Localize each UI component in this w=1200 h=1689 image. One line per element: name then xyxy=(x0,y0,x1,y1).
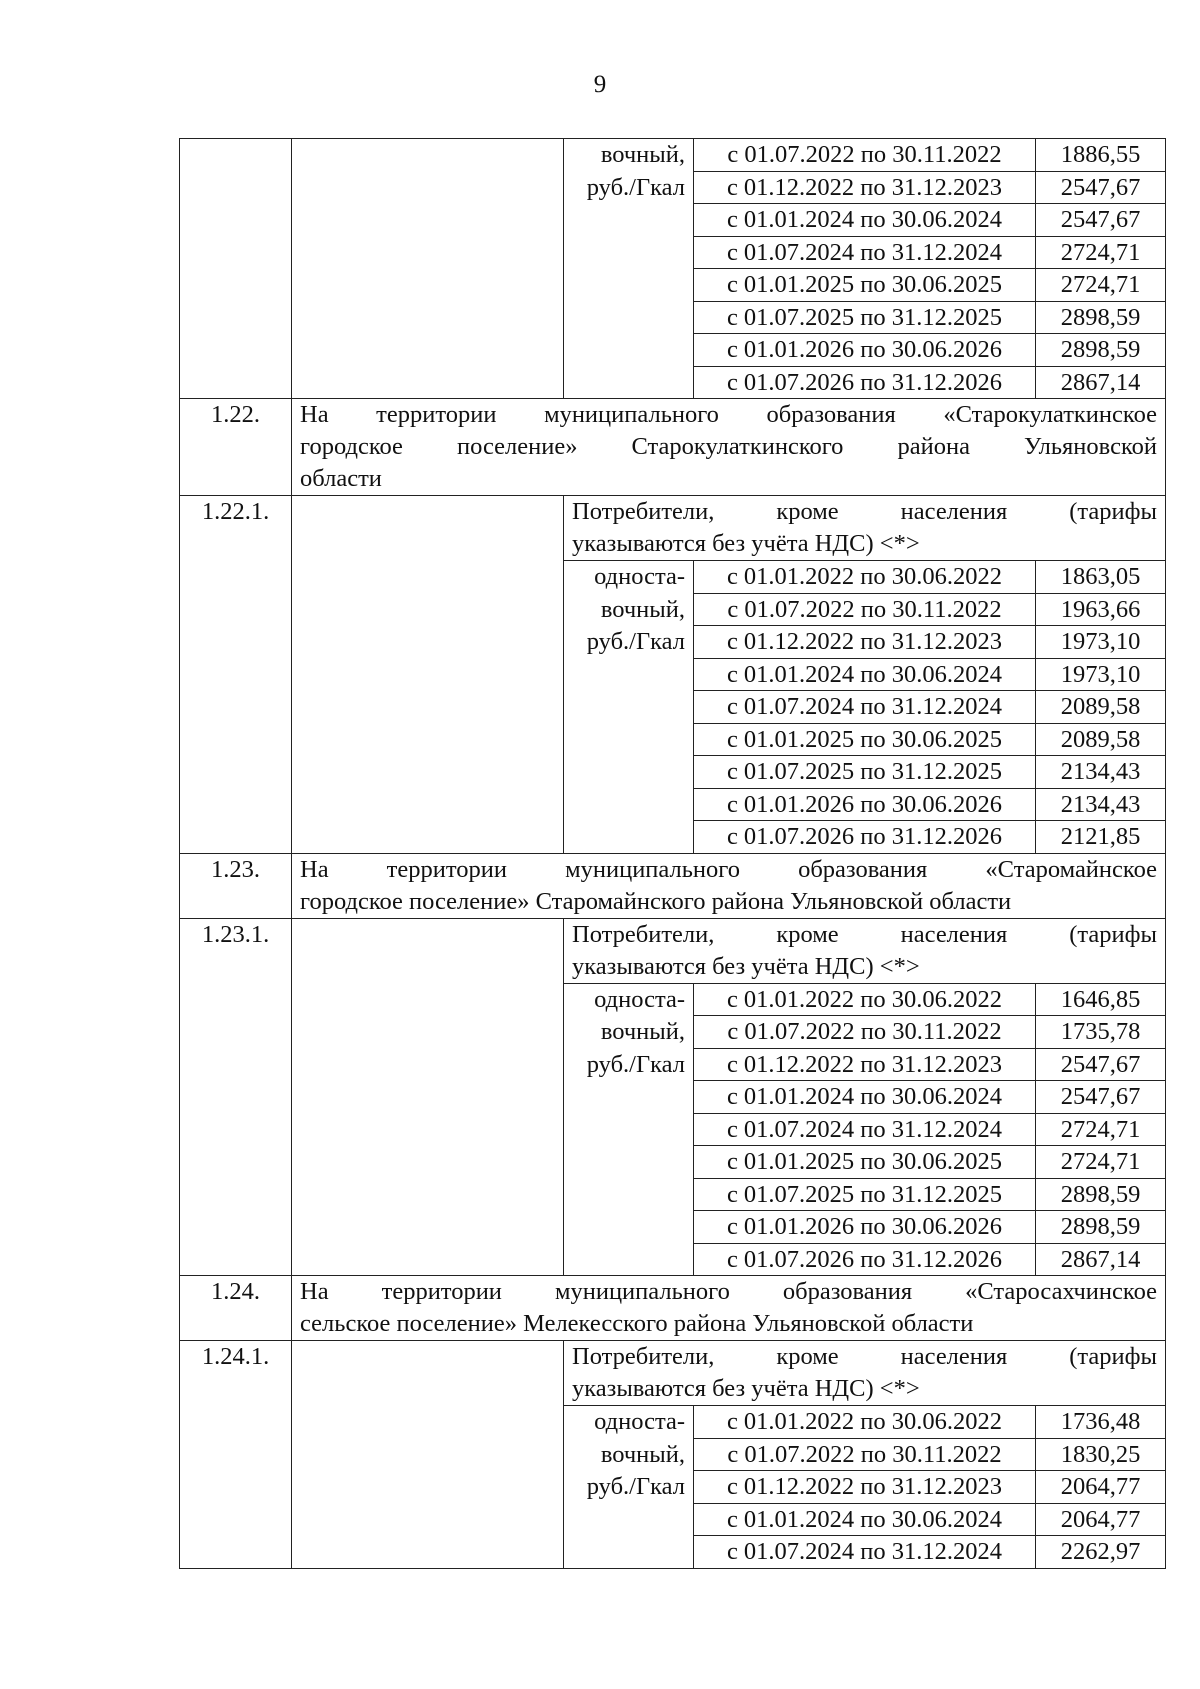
period-cell: с 01.12.2022 по 31.12.2023 xyxy=(694,1471,1036,1504)
tariff-type-cell xyxy=(564,983,694,1276)
tariff-type-line: односта- xyxy=(594,985,685,1013)
period-cell: с 01.01.2026 по 30.06.2026 xyxy=(694,788,1036,821)
period-cell: с 01.01.2025 по 30.06.2025 xyxy=(694,269,1036,302)
period-cell: с 01.01.2024 по 30.06.2024 xyxy=(694,658,1036,691)
consumers-line: указываются без учёта НДС) <*> xyxy=(572,1375,920,1402)
price-cell: 2134,43 xyxy=(1036,756,1166,789)
price-cell: 1973,10 xyxy=(1036,658,1166,691)
price-cell: 1830,25 xyxy=(1036,1438,1166,1471)
price-cell: 2547,67 xyxy=(1036,1048,1166,1081)
price-cell: 1973,10 xyxy=(1036,626,1166,659)
price-cell: 2898,59 xyxy=(1036,1211,1166,1244)
section-header-row xyxy=(180,399,1166,496)
tariff-type-line: односта- xyxy=(594,1408,685,1435)
territory-line: На территории муниципального образования «Старокулаткинское xyxy=(300,401,1157,428)
period-cell: с 01.07.2025 по 31.12.2025 xyxy=(694,756,1036,789)
price-cell: 1886,55 xyxy=(1036,139,1166,172)
period-cell: с 01.07.2026 по 31.12.2026 xyxy=(694,366,1036,399)
price-cell: 1736,48 xyxy=(1036,1406,1166,1439)
territory-line: сельское поселение» Мелекесского района Ульяновской области xyxy=(300,1310,974,1337)
tariff-type-cell xyxy=(564,139,694,399)
period-cell: с 01.01.2024 по 30.06.2024 xyxy=(694,204,1036,237)
period-cell: с 01.01.2022 по 30.06.2022 xyxy=(694,561,1036,594)
subsection-number: 1.24.1. xyxy=(180,1341,292,1569)
period-cell: с 01.01.2025 по 30.06.2025 xyxy=(694,723,1036,756)
price-cell: 1646,85 xyxy=(1036,983,1166,1016)
price-cell: 1863,05 xyxy=(1036,561,1166,594)
row-number-cell xyxy=(180,139,292,399)
blank-cell xyxy=(292,1341,564,1569)
period-cell: с 01.12.2022 по 31.12.2023 xyxy=(694,171,1036,204)
consumers-line: указываются без учёта НДС) <*> xyxy=(572,952,920,980)
tariff-type-cell xyxy=(564,561,694,854)
consumers-line: Потребители, кроме населения (тарифы xyxy=(572,1343,1157,1370)
period-cell: с 01.07.2024 по 31.12.2024 xyxy=(694,691,1036,724)
price-cell: 2724,71 xyxy=(1036,269,1166,302)
price-cell: 2064,77 xyxy=(1036,1503,1166,1536)
consumers-description xyxy=(564,1341,1166,1406)
period-cell: с 01.07.2022 по 30.11.2022 xyxy=(694,1438,1036,1471)
territory-line: На территории муниципального образования «Старомайнское xyxy=(300,855,1157,883)
territory-line: городское поселение» Старомайнского района Ульяновской области xyxy=(300,887,1012,915)
price-cell: 2134,43 xyxy=(1036,788,1166,821)
price-cell: 1963,66 xyxy=(1036,593,1166,626)
tariff-type-line: руб./Гкал xyxy=(586,173,685,201)
territory-description xyxy=(292,1276,1166,1341)
period-cell: с 01.07.2024 по 31.12.2024 xyxy=(694,236,1036,269)
tariff-row xyxy=(180,139,1166,172)
subsection-number: 1.22.1. xyxy=(180,496,292,854)
price-cell: 2064,77 xyxy=(1036,1471,1166,1504)
section-number: 1.22. xyxy=(180,399,292,496)
blank-cell xyxy=(292,496,564,854)
period-cell: с 01.01.2026 по 30.06.2026 xyxy=(694,334,1036,367)
period-cell: с 01.01.2025 по 30.06.2025 xyxy=(694,1146,1036,1179)
price-cell: 2724,71 xyxy=(1036,1146,1166,1179)
price-cell: 2089,58 xyxy=(1036,723,1166,756)
blank-cell xyxy=(292,918,564,1276)
price-cell: 2898,59 xyxy=(1036,334,1166,367)
section-header-row xyxy=(180,1276,1166,1341)
price-cell: 2089,58 xyxy=(1036,691,1166,724)
tariff-type-line: руб./Гкал xyxy=(586,628,685,656)
price-cell: 2724,71 xyxy=(1036,1113,1166,1146)
price-cell: 1735,78 xyxy=(1036,1016,1166,1049)
period-cell: с 01.07.2024 по 31.12.2024 xyxy=(694,1113,1036,1146)
period-cell: с 01.01.2026 по 30.06.2026 xyxy=(694,1211,1036,1244)
tariff-type-line: руб./Гкал xyxy=(586,1050,685,1078)
tariff-type-line: односта- xyxy=(594,563,685,590)
tariff-table-body xyxy=(180,139,1166,1569)
price-cell: 2121,85 xyxy=(1036,821,1166,854)
section-number: 1.23. xyxy=(180,853,292,918)
price-cell: 2867,14 xyxy=(1036,366,1166,399)
period-cell: с 01.07.2022 по 30.11.2022 xyxy=(694,139,1036,172)
price-cell: 2898,59 xyxy=(1036,301,1166,334)
subsection-number: 1.23.1. xyxy=(180,918,292,1276)
period-cell: с 01.07.2024 по 31.12.2024 xyxy=(694,1536,1036,1569)
price-cell: 2898,59 xyxy=(1036,1178,1166,1211)
territory-description xyxy=(292,399,1166,496)
consumers-row xyxy=(180,496,1166,561)
price-cell: 2724,71 xyxy=(1036,236,1166,269)
period-cell: с 01.01.2024 по 30.06.2024 xyxy=(694,1081,1036,1114)
tariff-type-line: руб./Гкал xyxy=(586,1473,685,1501)
period-cell: с 01.01.2024 по 30.06.2024 xyxy=(694,1503,1036,1536)
section-number: 1.24. xyxy=(180,1276,292,1341)
tariff-type-line: вочный, xyxy=(600,1440,685,1468)
period-cell: с 01.07.2025 по 31.12.2025 xyxy=(694,1178,1036,1211)
price-cell: 2867,14 xyxy=(1036,1243,1166,1276)
tariff-table xyxy=(179,138,1166,1569)
territory-line: На территории муниципального образования «Старосахчинское xyxy=(300,1278,1157,1305)
period-cell: с 01.12.2022 по 31.12.2023 xyxy=(694,1048,1036,1081)
consumers-line: Потребители, кроме населения (тарифы xyxy=(572,920,1157,948)
period-cell: с 01.07.2026 по 31.12.2026 xyxy=(694,1243,1036,1276)
consumers-line: указываются без учёта НДС) <*> xyxy=(572,530,920,557)
period-cell: с 01.12.2022 по 31.12.2023 xyxy=(694,626,1036,659)
period-cell: с 01.07.2022 по 30.11.2022 xyxy=(694,1016,1036,1049)
period-cell: с 01.07.2026 по 31.12.2026 xyxy=(694,821,1036,854)
consumers-description xyxy=(564,496,1166,561)
section-header-row xyxy=(180,853,1166,918)
consumers-row xyxy=(180,918,1166,983)
price-cell: 2547,67 xyxy=(1036,204,1166,237)
territory-line: области xyxy=(300,465,382,492)
price-cell: 2262,97 xyxy=(1036,1536,1166,1569)
period-cell: с 01.01.2022 по 30.06.2022 xyxy=(694,983,1036,1016)
period-cell: с 01.07.2022 по 30.11.2022 xyxy=(694,593,1036,626)
consumers-row xyxy=(180,1341,1166,1406)
period-cell: с 01.01.2022 по 30.06.2022 xyxy=(694,1406,1036,1439)
territory-description xyxy=(292,853,1166,918)
price-cell: 2547,67 xyxy=(1036,1081,1166,1114)
tariff-type-line: вочный, xyxy=(600,1018,685,1046)
tariff-type-line: вочный, xyxy=(600,141,685,168)
page-number: 9 xyxy=(593,71,607,98)
consumers-line: Потребители, кроме населения (тарифы xyxy=(572,498,1157,525)
blank-cell xyxy=(292,139,564,399)
tariff-type-cell xyxy=(564,1406,694,1569)
consumers-description xyxy=(564,918,1166,983)
territory-line: городское поселение» Старокулаткинского района Ульяновской xyxy=(300,433,1157,460)
period-cell: с 01.07.2025 по 31.12.2025 xyxy=(694,301,1036,334)
tariff-type-line: вочный, xyxy=(600,595,685,623)
price-cell: 2547,67 xyxy=(1036,171,1166,204)
